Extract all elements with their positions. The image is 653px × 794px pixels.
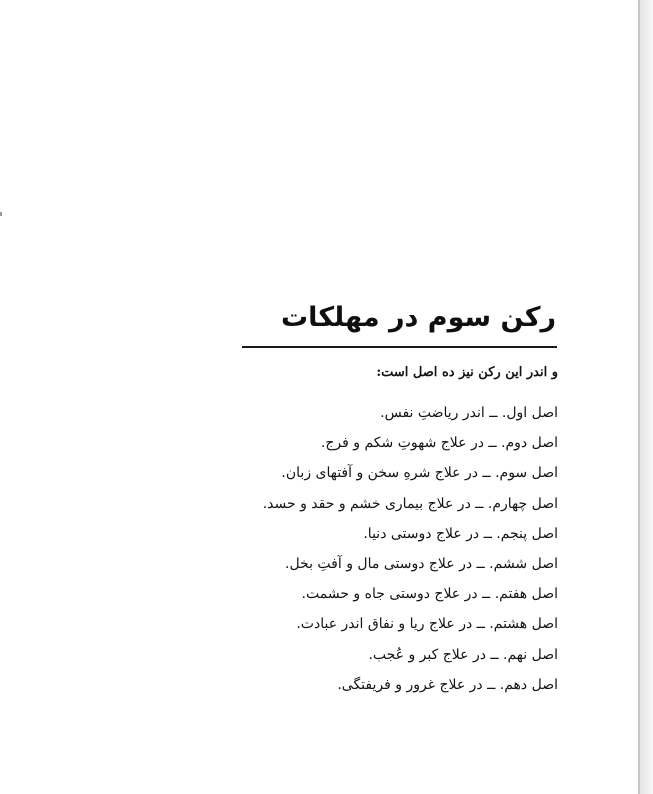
principle-item-8: اصل هشتم. ــ در علاج ریا و نفاق اندر عبادت. xyxy=(296,616,558,633)
principle-item-3: اصل سوم. ــ در علاج شرهِ سخن و آفتهای زبان. xyxy=(281,465,558,482)
page-edge-shadow xyxy=(640,0,653,794)
principle-item-10: اصل دهم. ــ در علاج غرور و فریفتگی. xyxy=(337,676,558,693)
section-intro: و اندر این رکن نیز ده اصل است: xyxy=(376,365,558,380)
principle-item-1: اصل اول. ــ اندر ریاضتِ نفس. xyxy=(380,405,558,421)
title-underline xyxy=(242,346,557,348)
principle-item-9: اصل نهم. ــ در علاج کبر و عُجب. xyxy=(368,646,558,663)
section-title: رکن سوم در مهلکات xyxy=(281,302,556,333)
principle-item-5: اصل پنجم. ــ در علاج دوستی دنیا. xyxy=(363,525,558,542)
principle-item-7: اصل هفتم. ــ در علاج دوستی جاه و حشمت. xyxy=(301,586,558,603)
principle-item-2: اصل دوم. ــ در علاج شهوتِ شکم و فرج. xyxy=(320,435,558,452)
principles-list xyxy=(263,398,558,700)
scan-mark xyxy=(0,212,2,216)
principle-item-6: اصل ششم. ــ در علاج دوستی مال و آفتِ بخل. xyxy=(285,555,558,572)
principle-item-4: اصل چهارم. ــ در علاج بیماری خشم و حقد و حسد. xyxy=(262,495,558,512)
